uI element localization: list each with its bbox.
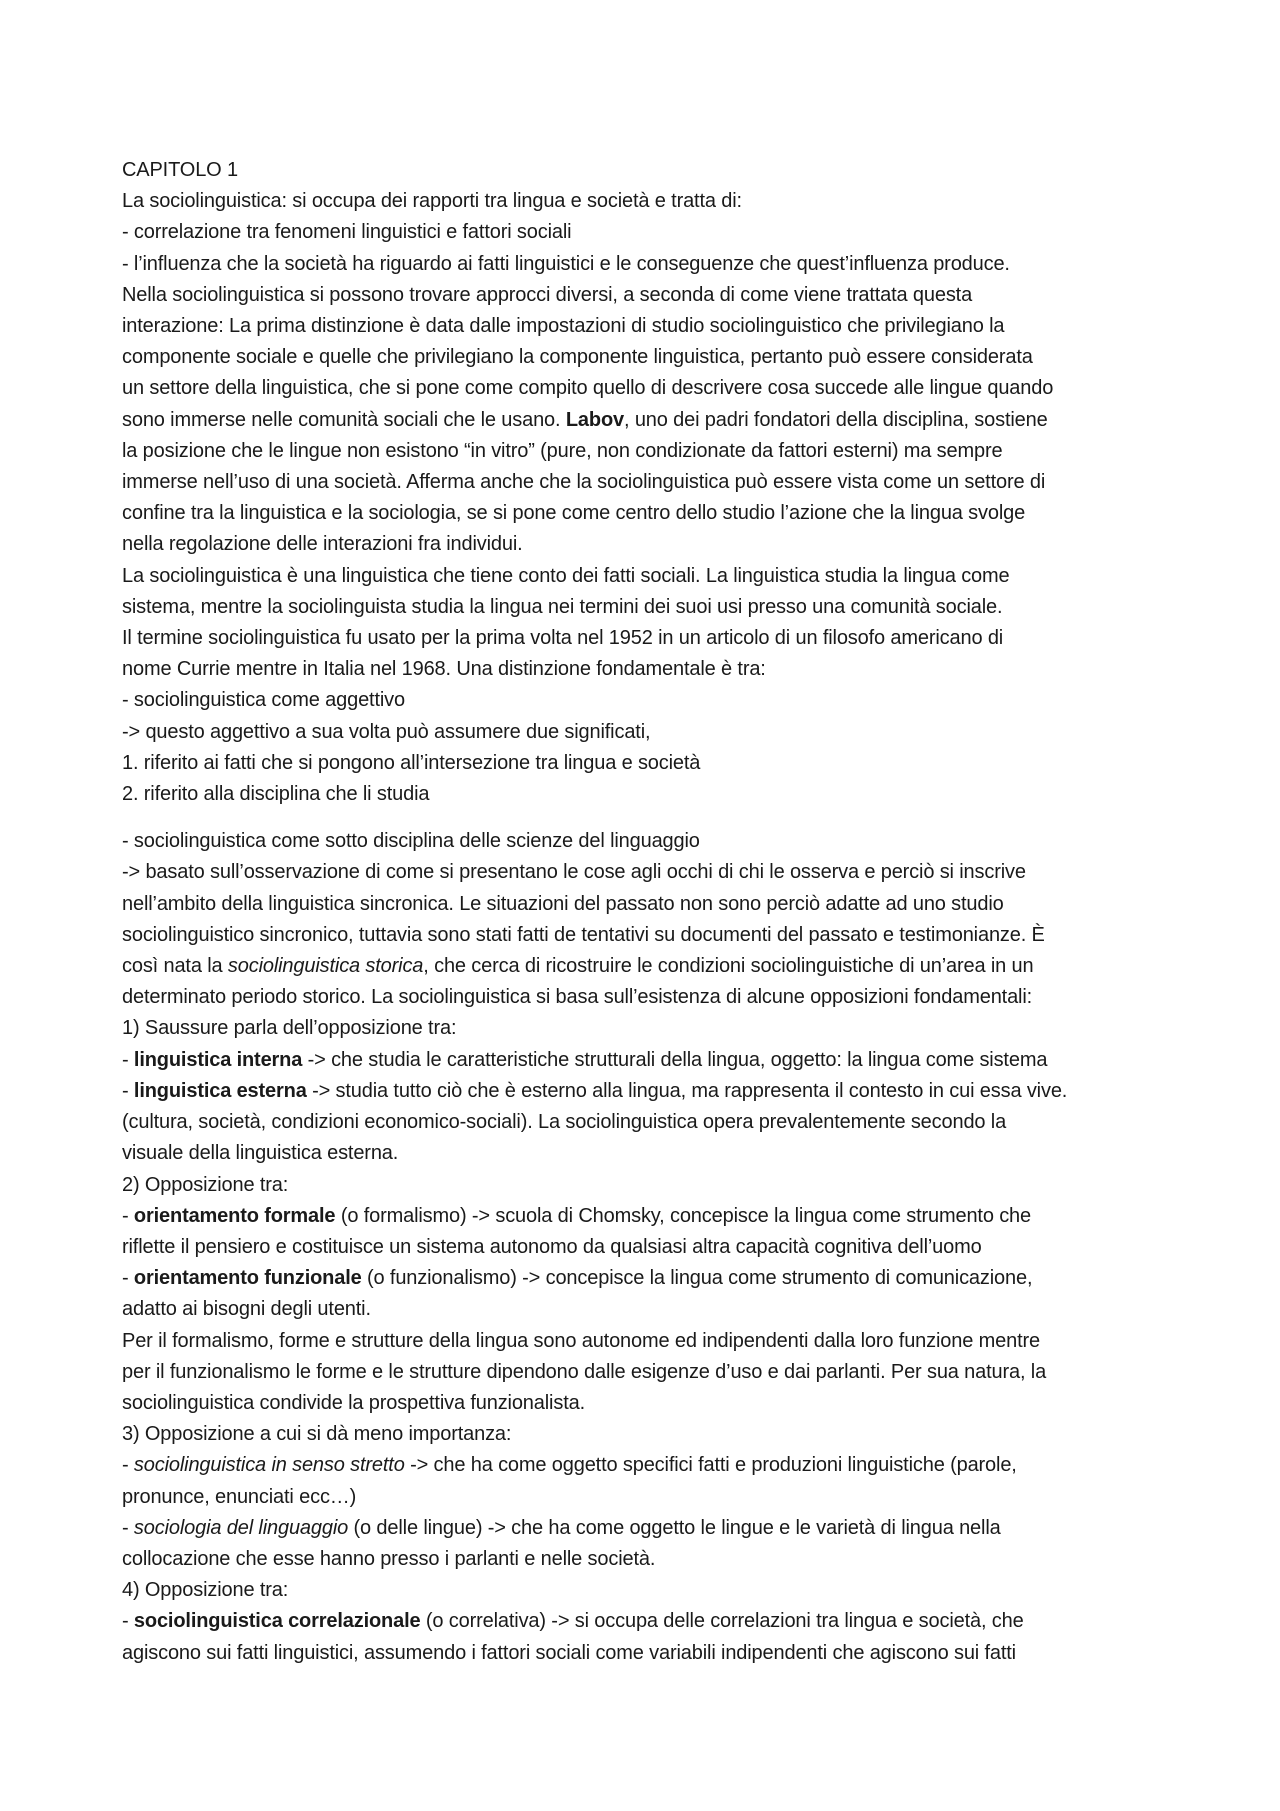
text-line xyxy=(122,1138,1174,1169)
document-body xyxy=(122,155,1174,1669)
text-segment: interazione: La prima distinzione è data dalle impostazioni di studio sociolinguistico che privilegiano la xyxy=(122,315,1005,338)
text-segment: 2) Opposizione tra: xyxy=(122,1173,289,1196)
text-line xyxy=(122,249,1174,280)
text-line xyxy=(122,1201,1174,1232)
text-line xyxy=(122,1076,1174,1107)
text-line xyxy=(122,1388,1174,1419)
text-segment: - xyxy=(122,1454,134,1477)
text-line xyxy=(122,342,1174,373)
text-segment: - l’influenza che la società ha riguardo ai fatti linguistici e le conseguenze che quest’influenza produce. xyxy=(122,252,1010,275)
paragraph-lines xyxy=(122,186,1174,1669)
text-line xyxy=(122,1575,1174,1606)
text-segment: sistema, mentre la sociolinguista studia la lingua nei termini dei suoi usi presso una comunità sociale. xyxy=(122,595,1003,618)
text-line xyxy=(122,685,1174,716)
text-segment: - xyxy=(122,1048,134,1071)
text-segment: -> che ha come oggetto specifici fatti e produzioni linguistiche (parole, xyxy=(404,1454,1017,1477)
text-segment: nome Currie mentre in Italia nel 1968. Una distinzione fondamentale è tra: xyxy=(122,658,766,681)
text-line xyxy=(122,529,1174,560)
text-line xyxy=(122,748,1174,779)
text-line xyxy=(122,311,1174,342)
text-line xyxy=(122,1326,1174,1357)
text-segment: 4) Opposizione tra: xyxy=(122,1579,289,1602)
text-line xyxy=(122,1638,1174,1669)
text-segment: sociolinguistica condivide la prospettiva funzionalista. xyxy=(122,1391,585,1414)
text-segment: - sociolinguistica come sotto disciplina delle scienze del linguaggio xyxy=(122,830,700,853)
text-segment: 1) Saussure parla dell’opposizione tra: xyxy=(122,1017,457,1040)
text-segment: visuale della linguistica esterna. xyxy=(122,1142,399,1165)
text-line xyxy=(122,436,1174,467)
italic-term: sociolinguistica storica xyxy=(227,955,424,978)
text-segment: 2. riferito alla disciplina che li studia xyxy=(122,783,430,806)
text-segment: - xyxy=(122,1079,134,1102)
text-segment: (cultura, società, condizioni economico-sociali). La sociolinguistica opera prevalentemente secondo la xyxy=(122,1111,1007,1134)
text-line xyxy=(122,1419,1174,1450)
text-segment: (o correlativa) -> si occupa delle correlazioni tra lingua e società, che xyxy=(420,1610,1024,1633)
text-line xyxy=(122,1450,1174,1481)
text-line xyxy=(122,1045,1174,1076)
text-segment: determinato periodo storico. La sociolinguistica si basa sull’esistenza di alcune opposizioni fondamentali: xyxy=(122,986,1033,1009)
text-segment: agiscono sui fatti linguistici, assumendo i fattori sociali come variabili indipendenti che agiscono sui fatti xyxy=(122,1641,1016,1664)
bold-term: linguistica interna xyxy=(133,1048,303,1071)
text-segment: sociolinguistico sincronico, tuttavia sono stati fatti de tentativi su documenti del passato e testimonianze. È xyxy=(122,923,1045,946)
text-line xyxy=(122,1263,1174,1294)
text-segment: confine tra la linguistica e la sociologia, se si pone come centro dello studio l’azione che la lingua svolge xyxy=(122,502,1026,525)
text-line xyxy=(122,498,1174,529)
text-line xyxy=(122,982,1174,1013)
text-segment: un settore della linguistica, che si pone come compito quello di descrivere cosa succede alle lingue quando xyxy=(122,377,1054,400)
text-segment: riflette il pensiero e costituisce un sistema autonomo da qualsiasi altra capacità cognitiva dell’uomo xyxy=(122,1235,982,1258)
text-segment: - xyxy=(122,1610,134,1633)
text-segment: nell’ambito della linguistica sincronica. Le situazioni del passato non sono perciò adatte ad uno studio xyxy=(122,892,1004,915)
text-line xyxy=(122,280,1174,311)
text-line xyxy=(122,1294,1174,1325)
text-segment: La sociolinguistica: si occupa dei rapporti tra lingua e società e tratta di: xyxy=(122,190,742,213)
text-segment: 1. riferito ai fatti che si pongono all’intersezione tra lingua e società xyxy=(122,751,701,774)
text-line xyxy=(122,373,1174,404)
text-segment: - xyxy=(122,1267,134,1290)
text-line xyxy=(122,405,1174,436)
text-segment: Nella sociolinguistica si possono trovare approcci diversi, a seconda di come viene trattata questa xyxy=(122,283,973,306)
paragraph-gap xyxy=(122,810,1174,826)
text-segment: -> studia tutto ciò che è esterno alla lingua, ma rappresenta il contesto in cui essa vive. xyxy=(306,1079,1068,1102)
text-segment: -> questo aggettivo a sua volta può assumere due significati, xyxy=(122,720,651,743)
text-segment: la posizione che le lingue non esistono “in vitro” (pure, non condizionate da fattori esterni) ma sempre xyxy=(122,439,1003,462)
text-segment: per il funzionalismo le forme e le strutture dipendono dalle esigenze d’uso e dai parlanti. Per sua natura, la xyxy=(122,1360,1047,1383)
text-segment: sono immerse nelle comunità sociali che le usano. xyxy=(122,408,566,431)
bold-term: sociolinguistica correlazionale xyxy=(133,1610,421,1633)
text-line xyxy=(122,1357,1174,1388)
text-line xyxy=(122,217,1174,248)
text-line xyxy=(122,779,1174,810)
bold-term: Labov xyxy=(565,408,624,431)
text-line xyxy=(122,623,1174,654)
text-segment: - sociolinguistica come aggettivo xyxy=(122,689,405,712)
text-line xyxy=(122,1232,1174,1263)
text-segment: immerse nell’uso di una società. Afferma anche che la sociolinguistica può essere vista come un settore di xyxy=(122,471,1046,494)
bold-term: orientamento funzionale xyxy=(133,1267,362,1290)
text-segment: Il termine sociolinguistica fu usato per la prima volta nel 1952 in un articolo di un filosofo americano di xyxy=(122,627,1004,650)
text-line xyxy=(122,717,1174,748)
bold-term: orientamento formale xyxy=(133,1204,336,1227)
text-line xyxy=(122,467,1174,498)
text-line xyxy=(122,951,1174,982)
text-segment: -> basato sull’osservazione di come si presentano le cose agli occhi di chi le osserva e perciò si inscrive xyxy=(122,861,1026,884)
text-segment: pronunce, enunciati ecc…) xyxy=(122,1485,357,1508)
text-segment: componente sociale e quelle che privilegiano la componente linguistica, pertanto può essere considerata xyxy=(122,346,1033,369)
text-segment: (o delle lingue) -> che ha come oggetto le lingue e le varietà di lingua nella xyxy=(348,1516,1001,1539)
text-line xyxy=(122,1513,1174,1544)
text-line xyxy=(122,857,1174,888)
text-line xyxy=(122,561,1174,592)
text-line xyxy=(122,1013,1174,1044)
text-line xyxy=(122,1606,1174,1637)
bold-term: linguistica esterna xyxy=(133,1079,307,1102)
text-line xyxy=(122,826,1174,857)
text-line xyxy=(122,920,1174,951)
text-segment: La sociolinguistica è una linguistica che tiene conto dei fatti sociali. La linguistica studia la lingua come xyxy=(122,564,1010,587)
text-line xyxy=(122,654,1174,685)
text-line xyxy=(122,1482,1174,1513)
text-line xyxy=(122,1544,1174,1575)
text-segment: (o formalismo) -> scuola di Chomsky, concepisce la lingua come strumento che xyxy=(335,1204,1031,1227)
text-segment: adatto ai bisogni degli utenti. xyxy=(122,1298,371,1321)
text-line xyxy=(122,1107,1174,1138)
chapter-heading: CAPITOLO 1 xyxy=(122,159,238,181)
text-segment: -> che studia le caratteristiche strutturali della lingua, oggetto: la lingua come sistema xyxy=(302,1048,1048,1071)
text-line xyxy=(122,592,1174,623)
italic-term: sociologia del linguaggio xyxy=(133,1516,349,1539)
text-segment: 3) Opposizione a cui si dà meno importanza: xyxy=(122,1423,512,1446)
text-segment: nella regolazione delle interazioni fra individui. xyxy=(122,533,523,556)
text-segment: - correlazione tra fenomeni linguistici e fattori sociali xyxy=(122,221,572,244)
text-segment: , che cerca di ricostruire le condizioni sociolinguistiche di un’area in un xyxy=(423,955,1034,978)
text-segment: - xyxy=(122,1516,134,1539)
text-line xyxy=(122,1170,1174,1201)
text-segment: (o funzionalismo) -> concepisce la lingua come strumento di comunicazione, xyxy=(361,1267,1033,1290)
italic-term: sociolinguistica in senso stretto xyxy=(133,1454,405,1477)
text-segment: - xyxy=(122,1204,134,1227)
text-segment: , uno dei padri fondatori della disciplina, sostiene xyxy=(624,408,1048,431)
text-segment: collocazione che esse hanno presso i parlanti e nelle società. xyxy=(122,1547,656,1570)
text-segment: Per il formalismo, forme e strutture della lingua sono autonome ed indipendenti dalla loro funzione mentre xyxy=(122,1329,1040,1352)
text-line xyxy=(122,186,1174,217)
text-line xyxy=(122,889,1174,920)
text-segment: così nata la xyxy=(122,955,228,978)
